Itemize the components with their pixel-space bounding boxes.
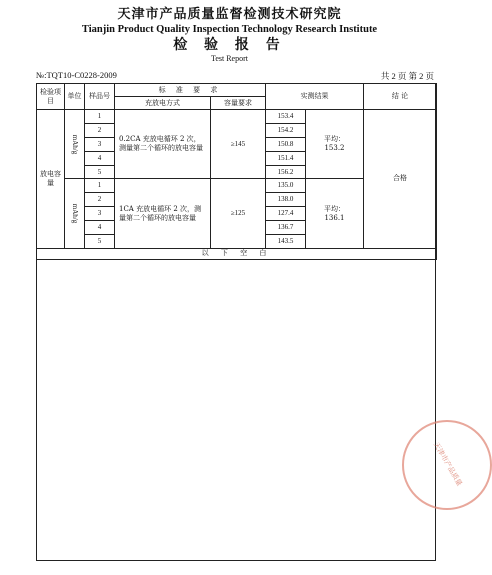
report-title-cn: 检 验 报 告 (173, 37, 286, 53)
unit-label: mAh/g (71, 203, 80, 224)
sample-number: 3 (85, 137, 115, 151)
results-table (36, 83, 437, 260)
report-title-en: Test Report (211, 54, 248, 63)
institute-name-en: Tianjin Product Quality Inspection Technology Research Institute (81, 24, 378, 35)
report-number: №:TQT10-C0228-2009 (36, 70, 117, 80)
page-info: 共 2 页 第 2 页 (380, 71, 434, 81)
measured-value: 136.7 (266, 221, 306, 235)
report-meta (36, 70, 436, 81)
measured-value: 154.2 (266, 123, 306, 137)
header-mode: 充放电方式 (115, 97, 211, 110)
header-sample: 样品号 (85, 84, 115, 110)
report-header (0, 6, 459, 64)
sample-number: 4 (85, 221, 115, 235)
unit-label: mAh/g (71, 134, 80, 154)
header-item: 检验项目 (37, 84, 65, 110)
institute-name-cn: 天津市产品质量监督检测技术研究院 (117, 7, 342, 22)
average-label: 平均： (324, 135, 345, 144)
header-standard: 标 准 要 求 (115, 84, 266, 97)
seal-text: 天津市产品质量 (432, 441, 464, 488)
end-marker: 以 下 空 白 (37, 248, 437, 259)
sample-number: 1 (85, 110, 115, 124)
header-conclusion: 结 论 (364, 84, 437, 110)
unit-cell (65, 110, 85, 179)
unit-cell (65, 179, 85, 248)
item-name: 放电容量 (37, 110, 65, 249)
average-value: 153.2 (324, 144, 345, 153)
capacity-requirement: ≥125 (211, 179, 266, 248)
measured-value: 153.4 (266, 110, 306, 124)
sample-number: 2 (85, 193, 115, 207)
sample-number: 4 (85, 151, 115, 165)
sample-number: 2 (85, 123, 115, 137)
sample-number: 5 (85, 235, 115, 249)
measured-value: 143.5 (266, 235, 306, 249)
sample-number: 1 (85, 179, 115, 193)
average-cell (306, 110, 364, 179)
measured-value: 138.0 (266, 193, 306, 207)
measured-value: 156.2 (266, 165, 306, 179)
measured-value: 150.8 (266, 137, 306, 151)
average-cell (306, 179, 364, 248)
capacity-requirement: ≥145 (211, 110, 266, 179)
average-value: 136.1 (324, 213, 345, 222)
header-capacity-req: 容量要求 (211, 97, 266, 110)
conclusion: 合格 (364, 110, 437, 249)
measured-value: 135.0 (266, 179, 306, 193)
measured-value: 127.4 (266, 207, 306, 221)
discharge-mode: 1CA 充放电循环 2 次，测量第二个循环的放电容量 (115, 179, 211, 248)
average-label: 平均： (324, 204, 345, 213)
sample-number: 3 (85, 207, 115, 221)
header-unit: 单位 (65, 84, 85, 110)
measured-value: 151.4 (266, 151, 306, 165)
sample-number: 5 (85, 165, 115, 179)
header-result: 实测结果 (266, 84, 364, 110)
discharge-mode: 0.2CA 充放电循环 2 次，测量第二个循环的放电容量 (115, 110, 211, 179)
